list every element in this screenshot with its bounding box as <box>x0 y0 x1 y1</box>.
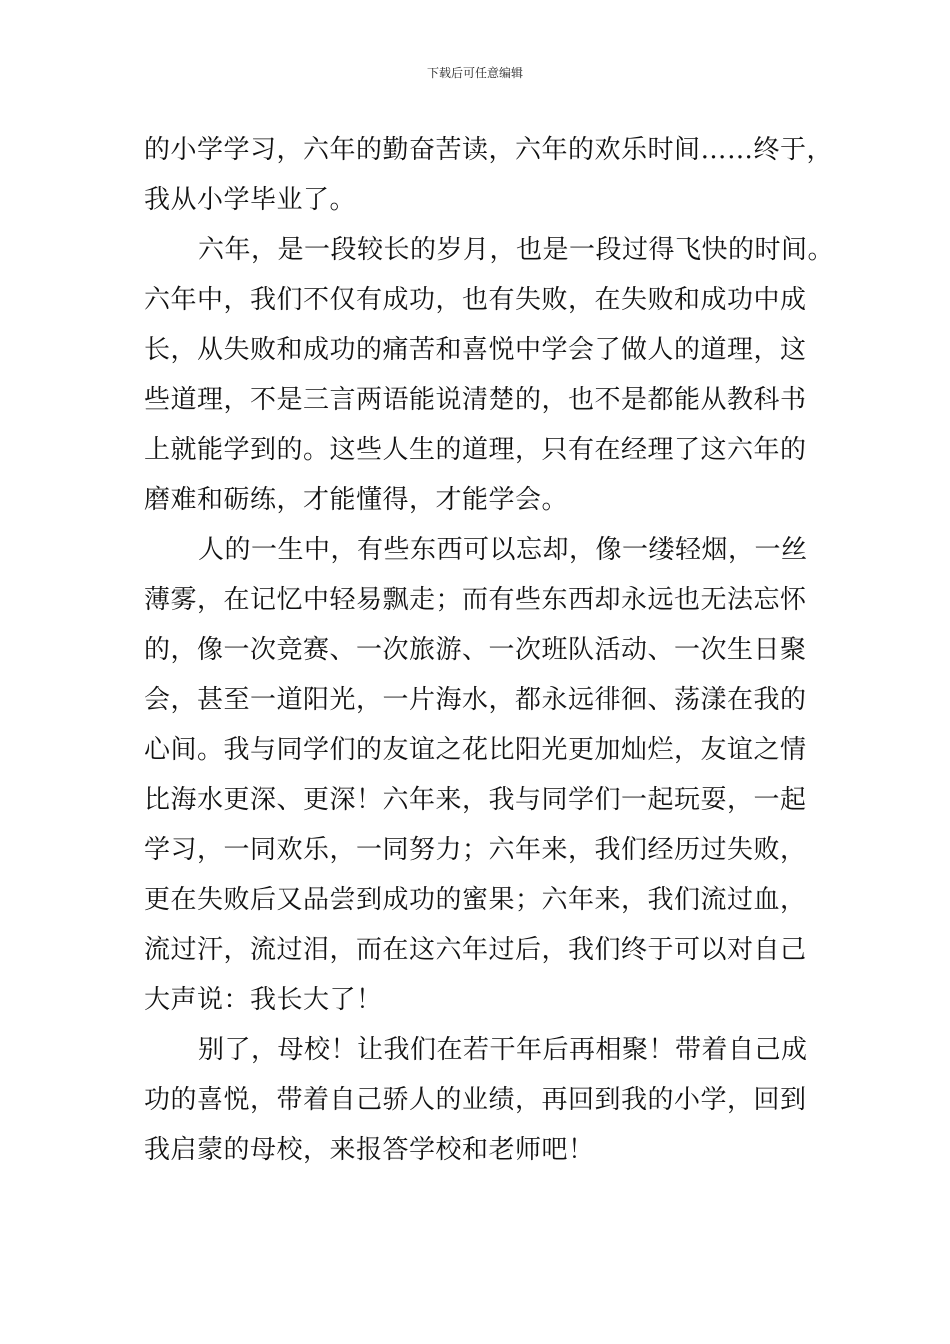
document-body <box>144 125 835 1175</box>
text-line: 别了，母校！让我们在若干年后再相聚！带着自己成 <box>198 1035 808 1065</box>
paragraph-3 <box>144 525 809 1025</box>
text-line: 心间。我与同学们的友谊之花比阳光更加灿烂，友谊之情 <box>144 735 807 765</box>
paragraph-4 <box>144 1025 809 1175</box>
text-line: 更在失败后又品尝到成功的蜜果；六年来，我们流过血， <box>144 885 807 915</box>
text-line: 薄雾，在记忆中轻易飘走；而有些东西却永远也无法忘怀 <box>144 585 807 615</box>
text-line: 流过汗，流过泪，而在这六年过后，我们终于可以对自己 <box>144 935 807 965</box>
text-line: 上就能学到的。这些人生的道理，只有在经理了这六年的 <box>144 435 807 465</box>
text-line: 大声说：我长大了！ <box>144 985 383 1015</box>
paragraph-2 <box>144 225 835 525</box>
text-line: 功的喜悦，带着自己骄人的业绩，再回到我的小学，回到 <box>144 1085 807 1115</box>
text-line: 人的一生中，有些东西可以忘却，像一缕轻烟，一丝 <box>198 535 808 565</box>
text-line: 的小学学习，六年的勤奋苦读，六年的欢乐时间……终于， <box>144 135 834 165</box>
text-line: 些道理，不是三言两语能说清楚的，也不是都能从教科书 <box>144 385 807 415</box>
text-line: 会，甚至一道阳光，一片海水，都永远徘徊、荡漾在我的 <box>144 685 807 715</box>
text-line: 六年中，我们不仅有成功，也有失败，在失败和成功中成 <box>144 285 807 315</box>
paragraph-1 <box>144 125 834 225</box>
text-line: 六年，是一段较长的岁月，也是一段过得飞快的时间。 <box>198 235 835 265</box>
text-line: 学习，一同欢乐，一同努力；六年来，我们经历过失败， <box>144 835 807 865</box>
page-header: 下载后可任意编辑 <box>426 66 523 80</box>
text-line: 我从小学毕业了。 <box>144 185 357 215</box>
text-line: 磨难和砺练，才能懂得，才能学会。 <box>144 485 569 515</box>
text-line: 我启蒙的母校，来报答学校和老师吧！ <box>144 1135 595 1165</box>
text-line: 的，像一次竞赛、一次旅游、一次班队活动、一次生日聚 <box>144 635 807 665</box>
text-line: 比海水更深、更深！六年来，我与同学们一起玩耍，一起 <box>144 785 807 815</box>
text-line: 长，从失败和成功的痛苦和喜悦中学会了做人的道理，这 <box>144 335 807 365</box>
